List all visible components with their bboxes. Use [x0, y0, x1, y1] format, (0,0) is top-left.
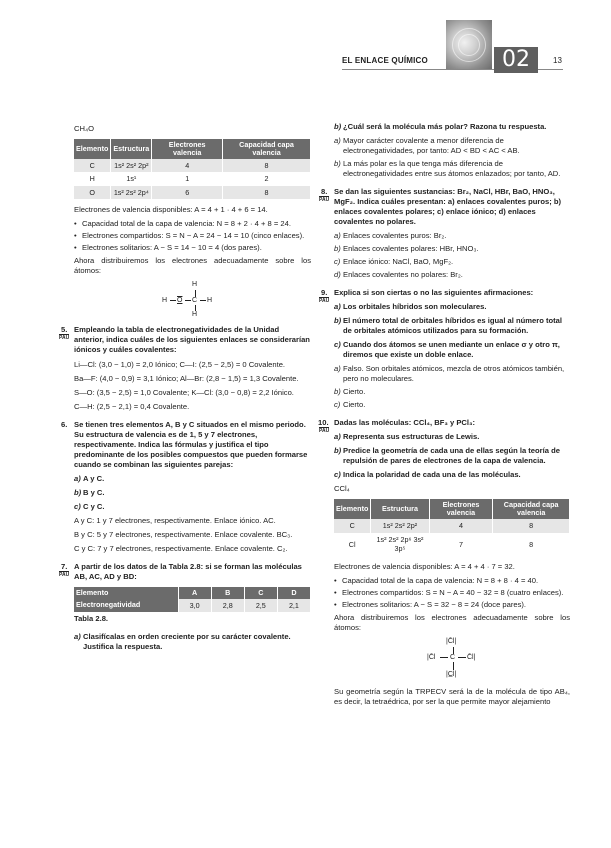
table-cell: 8 — [493, 533, 570, 556]
table-cell: 1s² 2s² 2p² — [111, 159, 152, 173]
left-column — [59, 122, 311, 656]
table-header: Elemento — [334, 499, 371, 519]
answer-text: S—O: (3,5 − 2,5) = 1,0 Covalente; K—Cl: (3,0 − 0,8) = 2,2 Iónico. — [74, 387, 294, 397]
table-header: C — [244, 587, 277, 599]
table-cell: 2 — [223, 172, 311, 186]
table-cell: 4 — [429, 519, 493, 533]
part-label: a) — [334, 302, 341, 312]
question-10 — [318, 418, 570, 435]
atom-label: H — [162, 297, 168, 305]
atom-label: O — [177, 297, 183, 305]
question-part — [334, 446, 570, 466]
answer-label: c) — [334, 257, 341, 267]
atom-label: H — [207, 297, 213, 305]
pau-badge: PAU — [319, 428, 330, 435]
row-header: Electronegatividad — [74, 599, 178, 613]
list-item: • Electrones compartidos: S = N − A = 24 − 14 = 10 (cinco enlaces). — [74, 231, 311, 241]
valence-total: Electrones de valencia disponibles: A = 4 + 4 · 7 = 32. — [334, 561, 515, 571]
answer-text: C y C: 7 y 7 electrones, respectivamente. Enlace covalente. C₂. — [74, 543, 288, 553]
answer-text: Ba—F: (4,0 − 0,9) = 3,1 Iónico; Al—Br: (2,8 − 1,5) = 1,3 Covalente. — [74, 373, 299, 383]
table-cell: 3,0 — [178, 599, 211, 613]
answer-item — [334, 400, 570, 410]
answer-item — [334, 387, 570, 397]
answer-label: a) — [334, 364, 341, 374]
table-cell: 1s² 2s² 2p² — [371, 519, 429, 533]
lewis-structure-ch4o — [74, 280, 311, 320]
question-part — [334, 470, 570, 480]
part-text: Cuando dos átomos se unen mediante un enlace σ y otro π, diremos que existe un doble enlace. — [343, 340, 560, 360]
lewis-structure-ccl4 — [334, 637, 570, 683]
table-header: Estructura — [371, 499, 429, 519]
list-item: • Electrones solitarios: A − S = 32 − 8 = 24 (doce pares). — [334, 600, 570, 610]
distribute-text: Ahora distribuiremos los electrones adecuadamente sobre los átomos: — [334, 612, 570, 632]
answer-label: b) — [334, 159, 341, 169]
atom-label: C — [450, 653, 456, 661]
answer-text: Enlaces covalentes polares: HBr, HNO₃. — [343, 244, 479, 254]
table-cell: Cl — [334, 533, 371, 556]
atom-label: |C̲l| — [446, 670, 457, 678]
list-item: • Capacidad total de la capa de valencia: N = 8 + 2 · 4 + 8 = 24. — [74, 219, 311, 229]
question-number: 9. — [321, 288, 328, 298]
part-label: b) — [334, 122, 342, 131]
table-header: Capacidad capa valencia — [223, 139, 311, 159]
question-text: A partir de los datos de la Tabla 2.8: si se forman las moléculas AB, AC, AD y BD: — [74, 561, 302, 581]
question-part — [334, 122, 570, 132]
question-text: Empleando la tabla de electronegatividades de la Unidad anterior, indica cuáles de los siguientes enlaces se considerarían iónicos y cuáles covalentes: — [74, 325, 310, 355]
question-part — [74, 502, 311, 512]
table-row — [74, 186, 311, 200]
answer-label: b) — [334, 244, 341, 254]
question-number: 10. — [318, 418, 329, 428]
atom-label: H — [192, 281, 198, 289]
part-label: a) — [334, 432, 341, 442]
table-cell: C — [74, 159, 111, 173]
table-cell: 6 — [152, 186, 223, 200]
closing-text: Su geometría según la TRPECV será la de la molécula de tipo AB₄, es decir, la tetraédrica, por ser la que permite mayor alejamiento — [334, 686, 570, 706]
part-text: Indica la polaridad de cada una de las moléculas. — [343, 470, 521, 480]
answer-item — [334, 257, 570, 267]
table-header: B — [211, 587, 244, 599]
answer-label: a) — [334, 136, 341, 146]
answer-item — [334, 159, 570, 179]
answer-text: Enlaces covalentes puros: Br₂. — [343, 231, 447, 241]
table-cell: 8 — [223, 186, 311, 200]
table-row — [74, 172, 311, 186]
atom-label: C̄l| — [467, 653, 476, 661]
bond-line — [200, 300, 206, 301]
question-part — [334, 432, 570, 442]
question-number: 7. — [61, 561, 68, 571]
question-text: Explica si son ciertas o no las siguientes afirmaciones: — [334, 288, 534, 298]
answer-item — [334, 244, 570, 254]
table-header: Electrones valencia — [152, 139, 223, 159]
question-number: 8. — [321, 187, 328, 197]
pau-badge: PAU — [319, 197, 330, 204]
valence-table-ch4o — [74, 139, 311, 199]
table-header: Elemento — [74, 139, 111, 159]
part-label: c) — [334, 340, 341, 350]
answer-text: C—H: (2,5 − 2,1) = 0,4 Covalente. — [74, 401, 190, 411]
table-header: Estructura — [111, 139, 152, 159]
table-cell: 2,8 — [211, 599, 244, 613]
answer-text: Li—Cl: (3,0 − 1,0) = 2,0 Iónico; C—I: (2,5 − 2,5) = 0 Covalente. — [74, 359, 286, 369]
question-number: 5. — [61, 325, 68, 335]
distribute-text: Ahora distribuiremos los electrones adecuadamente sobre los átomos: — [74, 256, 311, 276]
table-cell: 1s¹ — [111, 172, 152, 186]
atom-label: C — [192, 297, 198, 305]
part-label: c) — [74, 501, 81, 511]
part-label: b) — [74, 487, 82, 497]
list-item: • Capacidad total de la capa de valencia: N = 8 + 8 · 4 = 40. — [334, 576, 570, 586]
table-cell: 7 — [429, 533, 493, 556]
question-part — [334, 316, 570, 336]
answer-text: La más polar es la que tenga más diferencia de electronegatividades entre sus átomos enlazados; por tanto, AD. — [343, 159, 561, 179]
atom-label: |C̄l — [427, 653, 436, 661]
answer-item — [334, 136, 570, 156]
question-part — [334, 340, 570, 360]
table-cell: H — [74, 172, 111, 186]
question-text: Dadas las moléculas: CCl₄, BF₃ y PCl₃: — [334, 418, 476, 428]
part-label: c) — [334, 470, 341, 480]
list-item: • Electrones compartidos: S = N − A = 40 − 32 = 8 (cuatro enlaces). — [334, 588, 570, 598]
answer-text: Mayor carácter covalente a menor diferencia de electronegatividades, por tanto: AD < BD < AC < AB. — [343, 136, 520, 156]
list-item: • Electrones solitarios: A − S = 14 − 10 = 4 (dos pares). — [74, 243, 311, 253]
answer-text: Enlace iónico: NaCl, BaO, MgF₂. — [343, 257, 454, 267]
part-label: b) — [334, 446, 342, 456]
bond-line — [453, 662, 454, 670]
pau-badge: PAU — [59, 335, 70, 342]
pau-badge: PAU — [59, 571, 70, 578]
answer-text: Enlaces covalentes no polares: Br₂. — [343, 270, 463, 280]
table-cell: 2,5 — [244, 599, 277, 613]
bond-line — [458, 657, 466, 658]
table-caption: Tabla 2.8. — [74, 614, 109, 624]
table-cell: O — [74, 186, 111, 200]
table-cell: 4 — [152, 159, 223, 173]
answer-label: a) — [334, 231, 341, 241]
table-cell: 2,1 — [277, 599, 310, 613]
answer-item — [334, 364, 570, 384]
question-6 — [61, 419, 311, 470]
table-cell: 1s² 2s² 2p⁴ — [111, 186, 152, 200]
question-part — [74, 474, 311, 484]
atom-label: |C̄l| — [446, 637, 457, 645]
table-cell: 1s² 2s² 2p⁶ 3s² 3p⁵ — [371, 533, 429, 556]
question-part — [74, 632, 311, 652]
question-9 — [319, 288, 570, 305]
table-header: Electrones valencia — [429, 499, 493, 519]
part-text: ¿Cuál será la molécula más polar? Razona tu respuesta. — [343, 122, 547, 131]
table-row — [334, 533, 570, 556]
table-cell: C — [334, 519, 371, 533]
question-text: Se tienen tres elementos A, B y C situados en el mismo periodo. Su estructura de valencia es de 1, 5 y 7 electrones, respectivamente. Indica las fórmulas y justifica el tipo predominante de los posibles compuestos que pueden formarse cuando se combinan las siguientes parejas: — [74, 419, 308, 469]
valence-total: Electrones de valencia disponibles: A = 4 + 1 · 4 + 6 = 14. — [74, 205, 268, 215]
table-header: D — [277, 587, 310, 599]
part-text: C y C. — [83, 501, 105, 511]
table-row — [74, 599, 311, 613]
question-7 — [59, 561, 311, 582]
part-text: Representa sus estructuras de Lewis. — [343, 432, 480, 442]
electronegativity-table — [74, 587, 311, 612]
page-number: 13 — [553, 56, 562, 65]
part-text: Predice la geometría de cada una de ellas según la teoría de repulsión de pares de electrones de la capa de valencia. — [343, 446, 560, 466]
answer-label: c) — [334, 400, 341, 410]
answer-label: d) — [334, 270, 341, 280]
question-text: Se dan las siguientes sustancias: Br₂, NaCl, HBr, BaO, HNO₃, MgF₂. Indica cuáles presentan: a) enlaces covalentes puros; b) enlaces covalentes polares; c) enlace iónico; d) enlaces covalentes no polares. — [334, 187, 562, 227]
table-cell: 1 — [152, 172, 223, 186]
part-label: b) — [334, 316, 342, 326]
bullet-list — [334, 576, 570, 610]
part-label: a) — [74, 473, 81, 483]
question-5 — [59, 325, 311, 355]
atom-label: H — [192, 311, 198, 319]
pau-badge: PAU — [319, 298, 330, 305]
bond-line — [440, 657, 448, 658]
answer-item — [334, 270, 570, 280]
table-cell: 8 — [493, 519, 570, 533]
chapter-number: 02 — [494, 47, 538, 73]
table-header: A — [178, 587, 211, 599]
table-cell: 8 — [223, 159, 311, 173]
right-column — [318, 122, 570, 711]
answer-text: Falso. Son orbitales atómicos, mezcla de otros atómicos también, pero no moleculares. — [343, 364, 565, 384]
answer-text: B y C: 5 y 7 electrones, respectivamente. Enlace covalente. BC₃. — [74, 529, 293, 539]
question-8 — [319, 187, 570, 227]
part-text: El número total de orbitales híbridos es igual al número total de orbitales atómicos utilizados para su formación. — [343, 316, 562, 336]
question-part — [334, 302, 570, 312]
question-part — [74, 488, 311, 498]
valence-table-ccl4 — [334, 499, 570, 555]
bond-line — [170, 300, 176, 301]
answer-text: A y C: 1 y 7 electrones, respectivamente. Enlace iónico. AC. — [74, 515, 276, 525]
table-row — [74, 159, 311, 173]
part-text: A y C. — [83, 473, 105, 483]
table-row — [334, 519, 570, 533]
answer-text: Cierto. — [343, 400, 366, 410]
formula-label: CH₄O — [74, 124, 94, 133]
table-header: Capacidad capa valencia — [493, 499, 570, 519]
chapter-title: EL ENLACE QUÍMICO — [342, 56, 428, 65]
part-text: Los orbitales híbridos son moleculares. — [343, 302, 487, 312]
part-text: Clasifícalas en orden creciente por su carácter covalente. Justifica la respuesta. — [83, 632, 291, 652]
answer-label: b) — [334, 387, 341, 397]
table-header: Elemento — [74, 587, 178, 599]
part-label: a) — [74, 632, 81, 642]
bond-line — [185, 300, 191, 301]
answer-item — [334, 231, 570, 241]
answer-text: Cierto. — [343, 387, 366, 397]
formula-label: CCl₄ — [334, 484, 350, 494]
question-number: 6. — [61, 419, 68, 429]
bullet-list — [74, 219, 311, 253]
part-text: B y C. — [83, 487, 105, 497]
